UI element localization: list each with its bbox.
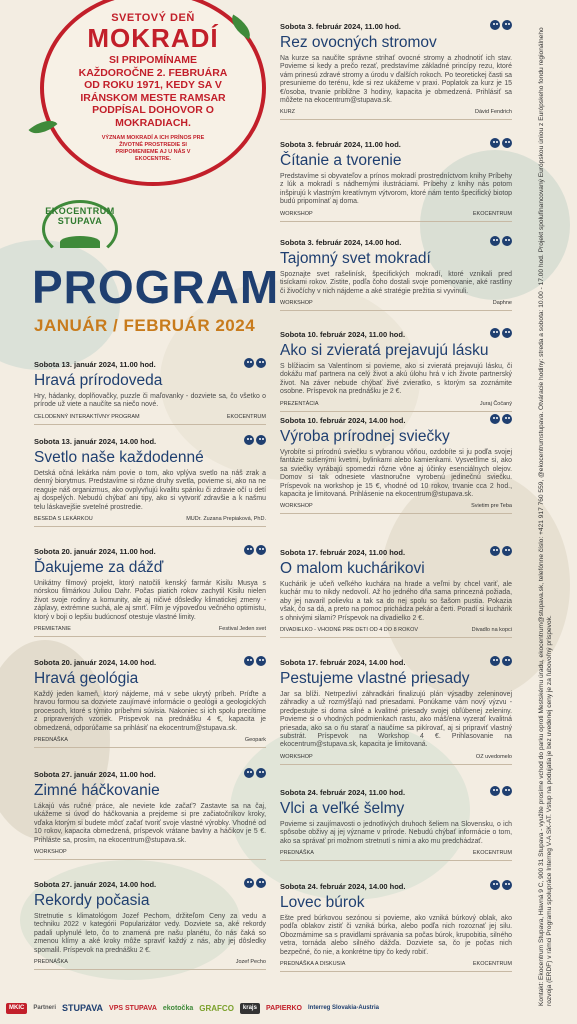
- smiley-icon: [502, 546, 512, 556]
- event-type: WORKSHOP: [280, 753, 313, 760]
- smiley-icon: [490, 656, 500, 666]
- event-card: [280, 882, 512, 972]
- smiley-icon: [256, 545, 266, 555]
- partner-label: Partneri: [33, 1004, 57, 1011]
- partner-logo: GRAFCO: [199, 1003, 234, 1013]
- ekocentrum-logo: [30, 200, 130, 260]
- divider: [280, 119, 512, 120]
- event-title: Čítanie a tvorenie: [280, 152, 402, 169]
- smiley-icon: [502, 880, 512, 890]
- event-type: WORKSHOP: [280, 300, 313, 307]
- audience-icons: [490, 546, 512, 556]
- program-subtitle: JANUÁR / FEBRUÁR 2024: [34, 316, 256, 335]
- event-date: Sobota 10. február 2024, 11.00 hod.: [280, 330, 406, 339]
- event-footer: [34, 959, 266, 966]
- event-organizer: EKOCENTRUM: [472, 850, 512, 857]
- divider: [280, 764, 512, 765]
- partner-logo: MKIC: [6, 1003, 27, 1014]
- event-footer: [34, 626, 266, 633]
- event-description: Detská očná lekárka nám povie o tom, ako vplýva svetlo na náš zrak a denný biorytmus. Predstavíme si rôzne druhy svetla, povieme si, ako na ne reaguje náš organizmus, ako ovplyvňujú kvalitu spánku či zdravie očí u detí aj dospelých. Nebudú chýbať ani tipy, ako si vytvoriť zdravšie a k našmu telu láskavejšie svetelné prostredie.: [34, 470, 266, 511]
- event-footer: [280, 627, 512, 634]
- audience-icons: [244, 656, 266, 666]
- event-card: [280, 330, 512, 412]
- event-description: Na kurze sa naučíte správne strihať ovocné stromy a zhodnotiť ich stav. Povieme si kedy a prečo rezať, predstavíme základné princípy rezu, ktoré vám prinesú zdravé stromy a úrodu v ďalších rokoch. Po teoretickej časti sa presunieme do terénu, kde si rez ukážeme v praxi. Poplatok za kurz je 15 €/osoba, trvanie približne 3 hodiny, kapacita je obmedzená. Prihlásiť sa môžete na ekocentrum@stupava.sk.: [280, 55, 512, 105]
- smiley-icon: [490, 414, 500, 424]
- event-card: [34, 658, 266, 748]
- smiley-icon: [244, 545, 254, 555]
- event-description: Každý jeden kameň, ktorý nájdeme, má v sebe ukrytý príbeh. Príďte a hravou formou sa dozviete zaujímavé informácie o geológii a geologických procesoch, ktoré s týmito príbehmi súvisia. Nakoniec si ich spolu precítime z pripravených vzoriek. Prispevok na prednášku 4 €, kapacita je obmedzená, odporúčame sa prihlásiť na ekocentrum@stupava.sk.: [34, 691, 266, 732]
- event-date: Sobota 20. január 2024, 14.00 hod.: [34, 658, 157, 667]
- divider: [280, 310, 512, 311]
- event-description: Povieme si zaujímavosti o jednotlivých druhoch šeliem na Slovensku, o ich spôsobe obživy aj jej význame v prírode. Nebudú chýbať informácie o tom, ako sa správať pri možnom stretnutí s nimi a ako mu predchádzať.: [280, 821, 512, 845]
- divider: [280, 637, 512, 638]
- event-description: Hry, hádanky, doplňovačky, puzzle či maľovanky - dozviete sa, čo všetko o prírode už viete a naučíte sa niečo nové.: [34, 393, 266, 409]
- event-organizer: Svietim pre Teba: [471, 503, 512, 510]
- event-title: Ďakujeme za dážď: [34, 559, 164, 576]
- logo-text: EKOCENTRUM STUPAVA: [45, 206, 115, 226]
- smiley-icon: [502, 786, 512, 796]
- event-type: WORKSHOP: [280, 210, 313, 217]
- event-type: BESEDA S LEKÁRKOU: [34, 516, 93, 523]
- divider: [280, 860, 512, 861]
- smiley-icon: [256, 878, 266, 888]
- event-type: PREDNÁŠKA A DISKUSIA: [280, 961, 346, 968]
- smiley-icon: [244, 358, 254, 368]
- smiley-icon: [502, 138, 512, 148]
- event-organizer: Divadlo na kopci: [471, 627, 512, 634]
- event-date: Sobota 27. január 2024, 14.00 hod.: [34, 880, 157, 889]
- contact-text: Kontakt: Ekocentrum Stupava, Hlavná 9 C, 900 31 Stupava - využite prosíme vchod do parku oproti Mestskému úradu, ekocentrum@stupava.sk, telefónne číslo: +421 917 760 559, @ekocentrumstupava. Otváracie hodiny: streda a sobota: 10.00 - 17.00 hod. Projekt spolufinancovaný Európskou úniou z Európskeho fondu regionálneho rozvoja (ERDF) v rámci Programu spolupráce Interreg V-A SK-AT. Vstup na podujatia je bez uvedenej ceny je za ľubovoľný príspevok.: [538, 27, 554, 1006]
- smiley-icon: [256, 358, 266, 368]
- event-date: Sobota 3. február 2024, 11.00 hod.: [280, 140, 401, 149]
- event-type: PREMIETANIE: [34, 626, 71, 633]
- event-description: Predstavíme si obyvateľov a prínos mokradí prostredníctvom knihy Príbehy z lúk a mokradí s nádhernými ilustráciami. Príbehy z knihy nás potom inšpirujú k vlastným kreatívnym výtvorom, ktoré nám tento špecifický biotop budú pripomínať aj doma.: [280, 173, 512, 206]
- event-card: [280, 788, 512, 861]
- event-card: [280, 22, 512, 120]
- smiley-icon: [490, 786, 500, 796]
- audience-icons: [244, 435, 266, 445]
- smiley-icon: [244, 768, 254, 778]
- event-date: Sobota 3. február 2024, 11.00 hod.: [280, 22, 401, 31]
- audience-icons: [490, 880, 512, 890]
- event-type: CELODENNÝ INTERAKTÍVNY PROGRAM: [34, 413, 140, 420]
- event-footer: [280, 401, 512, 408]
- event-type: KURZ: [280, 109, 295, 116]
- audience-icons: [490, 656, 512, 666]
- audience-icons: [244, 358, 266, 368]
- event-footer: [280, 850, 512, 857]
- event-title: Hravá prírodoveda: [34, 372, 163, 389]
- event-title: Svetlo naše každodenné: [34, 449, 204, 466]
- audience-icons: [490, 786, 512, 796]
- audience-icons: [244, 878, 266, 888]
- event-card: [34, 360, 266, 425]
- divider: [280, 513, 512, 514]
- event-description: Jar sa blíži. Netrpezliví záhradkári finalizujú plán výsadby zeleninovej záhradky a už rozmýšľajú nad priesadami. Ponúkame vám nový výzvu - predpestujte si doma silné a kvalitné priesady svojej obľúbenej zeleniny. Povieme si o vhodných podmienkach rastu, ako máš/ena vyzerať kvalitná priesada, ako sa o ňu starať a naučíme sa pikírovať, aj si pripraviť vlastný substrát. Príspevok na Workshop 4 €. Prihlasovanie na ekocentrum@stupava.sk, kapacita je limitovaná.: [280, 691, 512, 749]
- event-description: Ešte pred búrkovou sezónou si povieme, ako vzniká búrkový oblak, ako podľa oblakov zistiť či vzniká búrka, alebo podľa nich rozoznať jej silu. Obozmámime sa s pravidlami správania sa počas búrok, krupobitia, silného vetra, tornáda alebo silného dážďa. Dozviete sa, čo je počas nich bezpečné, čo nie, a konkrétne tipy čo kedy robiť.: [280, 915, 512, 956]
- smiley-icon: [502, 414, 512, 424]
- divider: [280, 971, 512, 972]
- partner-logo: krajs: [240, 1003, 260, 1014]
- event-description: Stretnutie s klimatológom Jozef Pechom, držiteľom Ceny za vedu a techniku 2022 v kategórii Popularizátor vedy. Dozviete sa, aké rekordy padali uplynulé leto, čo to znamená pre našu planétu, čo nás čaká so zmenou klímy a aké kroky môže spraviť každý z nás, aby jej dôsledky spomalil. Príspevok na prednášku 2 €.: [34, 913, 266, 954]
- event-description: S blížiacim sa Valentínom si povieme, ako si zvieratá prejavujú lásku, či dokážu mať partnera na celý život a akú úlohu hrá v ich živote partnerský život. Na záver nebude chýbať živé zvieratko, s ktorým sa zoznámite osobne. Príspevok na prednášku je 2 €.: [280, 363, 512, 396]
- smiley-icon: [502, 236, 512, 246]
- partner-logo: Interreg Slovakia-Austria: [307, 1004, 380, 1011]
- event-type: WORKSHOP: [280, 503, 313, 510]
- event-card: [280, 416, 512, 514]
- badge-heading: SVETOVÝ DEŇ: [111, 12, 195, 24]
- event-title: Výroba prírodnej sviečky: [280, 428, 450, 445]
- divider: [34, 636, 266, 637]
- event-title: Zimné háčkovanie: [34, 782, 160, 799]
- event-date: Sobota 20. január 2024, 11.00 hod.: [34, 547, 156, 556]
- event-organizer: Festival Jeden svet: [218, 626, 266, 633]
- event-date: Sobota 17. február 2024, 14.00 hod.: [280, 658, 406, 667]
- partner-logos: [0, 992, 577, 1024]
- smiley-icon: [490, 20, 500, 30]
- wetlands-day-badge: [40, 0, 266, 186]
- event-footer: [34, 737, 266, 744]
- audience-icons: [490, 414, 512, 424]
- event-card: [280, 238, 512, 311]
- event-type: DIVADIELKO - VHODNÉ PRE DETI OD 4 DO 8 ROKOV: [280, 627, 419, 634]
- audience-icons: [490, 328, 512, 338]
- badge-note: VÝZNAM MOKRADÍ A ICH PRÍNOS PRE ŽIVOTNÉ PROSTREDIE SI PRIPOMENIEME AJ U NÁS V EKOCENTRE.: [101, 135, 205, 162]
- event-title: Ako si zvieratá prejavujú lásku: [280, 342, 489, 359]
- divider: [34, 424, 266, 425]
- event-footer: [280, 503, 512, 510]
- event-title: Vlci a veľké šelmy: [280, 800, 405, 817]
- audience-icons: [490, 236, 512, 246]
- event-footer: [280, 211, 512, 218]
- smiley-icon: [490, 138, 500, 148]
- event-date: Sobota 13. január 2024, 11.00 hod.: [34, 360, 156, 369]
- event-type: PREZENTÁCIA: [280, 400, 319, 407]
- partner-logo: VPS STUPAVA: [109, 1004, 157, 1012]
- logo-hill: [60, 236, 100, 248]
- smiley-icon: [490, 546, 500, 556]
- event-organizer: EKOCENTRUM: [472, 961, 512, 968]
- audience-icons: [244, 768, 266, 778]
- divider: [280, 221, 512, 222]
- event-description: Lákajú vás ručné práce, ale neviete kde začať? Zastavte sa na čaj, ukážeme si úvod do háčkovania a prejdeme si pre začiatočníkov kroky, vďaka ktorým si budete môcť začať tvoriť svoje vlastné výrobky. Vhodné od 10 rokov, kapacita obmedzená, príspevok vrátane bavlny a háčikov je 5 €. Prihláste sa, prosím, na ekocentrum@stupava.sk.: [34, 803, 266, 844]
- event-organizer: Jozef Pecho: [235, 959, 266, 966]
- event-organizer: Daphne: [492, 300, 512, 307]
- event-card: [34, 770, 266, 860]
- partner-logo: PAPIERKO: [265, 1004, 302, 1012]
- smiley-icon: [244, 435, 254, 445]
- partner-logo: STUPAVA: [62, 1002, 104, 1013]
- smiley-icon: [256, 656, 266, 666]
- divider: [280, 411, 512, 412]
- event-date: Sobota 24. február 2024, 11.00 hod.: [280, 788, 406, 797]
- event-type: PREDNÁŠKA: [280, 850, 314, 857]
- smiley-icon: [490, 236, 500, 246]
- smiley-icon: [256, 768, 266, 778]
- event-footer: [34, 516, 266, 523]
- smiley-icon: [256, 435, 266, 445]
- event-type: WORKSHOP: [34, 849, 67, 856]
- smiley-icon: [490, 328, 500, 338]
- event-card: [34, 880, 266, 970]
- event-card: [34, 437, 266, 527]
- event-footer: [34, 414, 266, 421]
- smiley-icon: [502, 328, 512, 338]
- event-date: Sobota 13. január 2024, 14.00 hod.: [34, 437, 157, 446]
- event-organizer: EKOCENTRUM: [226, 413, 266, 420]
- event-organizer: Geopark: [244, 737, 266, 744]
- program-title: PROGRAM: [32, 261, 280, 313]
- event-title: O malom kuchárikovi: [280, 560, 425, 577]
- event-footer: [280, 300, 512, 307]
- event-title: Pestujeme vlastné priesady: [280, 670, 470, 687]
- event-organizer: Dávid Fendrich: [475, 109, 512, 116]
- event-organizer: EKOCENTRUM: [472, 210, 512, 217]
- event-card: [280, 548, 512, 638]
- event-date: Sobota 24. február 2024, 14.00 hod.: [280, 882, 406, 891]
- event-title: Rekordy počasia: [34, 892, 150, 909]
- event-type: PREDNÁŠKA: [34, 959, 68, 966]
- smiley-icon: [502, 656, 512, 666]
- badge-title: MOKRADÍ: [87, 23, 219, 53]
- event-footer: [280, 109, 512, 116]
- event-footer: [34, 849, 266, 856]
- event-description: Vyrobíte si prírodnú sviečku s vybranou vôňou, ozdobíte si ju podľa svojej fantázie sušenými kvetmi, bylinkami alebo kamienkami. Vysvetlíme si, ako sa sviečky vyrábajú spomedzi rôzne vône aj účinky esenciálnych olejov. Domov si tak odnesiete vlastnoručne vyrobenú jedinečnú sviečku. Príspevok na workshop je 15 €, vhodné od 10 rokov, trvanie cca 2 hod., kapacita je limitovaná. Prihlásenie na ekocentrum@stupava.sk.: [280, 449, 512, 499]
- event-title: Hravá geológia: [34, 670, 139, 687]
- event-card: [280, 140, 512, 222]
- partner-logo: ekotočka: [162, 1004, 194, 1012]
- event-date: Sobota 27. január 2024, 11.00 hod.: [34, 770, 156, 779]
- event-description: Spoznajte svet rašelinísk, špecifických mokradí, ktoré vznikali pred tisíckami rokov. Zistite, podľa čoho dostali svoje pomenovanie, aké rastliny či živočíchy v nich nájdeme a aké stratégie prežitia si vyvinuli.: [280, 271, 512, 295]
- divider: [34, 859, 266, 860]
- event-organizer: Juraj Čočaný: [479, 400, 512, 407]
- event-organizer: MUDr. Zuzana Prepiaková, PhD.: [186, 516, 266, 523]
- event-date: Sobota 17. február 2024, 11.00 hod.: [280, 548, 406, 557]
- event-date: Sobota 10. február 2024, 14.00 hod.: [280, 416, 406, 425]
- badge-text: SI PRIPOMÍNAME KAŽDOROČNE 2. FEBRUÁRA OD ROKU 1971, KEDY SA V IRÁNSKOM MESTE RAMSAR PODPÍSAL DOHOVOR O MOKRADIACH.: [78, 54, 228, 129]
- smiley-icon: [502, 20, 512, 30]
- divider: [34, 526, 266, 527]
- event-description: Kuchárik je učeň veľkého kuchára na hrade a veľmi by chcel variť, ale kuchár mu to nikdy nedovolí. Až ho jedného dňa sama princezná požiada, aby jej navaril polievku a tak sa do nej spolu so šašom pustia. Pokazia však, čo sa dá, a preto na pomoc prichádza pekár a čerti. Poradí si kuchárik s ohnivými silami? Príspevok na divadielko 2 €.: [280, 581, 512, 622]
- smiley-icon: [244, 656, 254, 666]
- event-title: Rez ovocných stromov: [280, 34, 437, 51]
- event-footer: [280, 961, 512, 968]
- event-card: [280, 658, 512, 765]
- event-card: [34, 547, 266, 637]
- event-organizer: OZ uvedomelo: [475, 753, 512, 760]
- smiley-icon: [244, 878, 254, 888]
- event-title: Tajomný svet mokradí: [280, 250, 431, 267]
- audience-icons: [244, 545, 266, 555]
- divider: [34, 747, 266, 748]
- event-type: PREDNÁŠKA: [34, 737, 68, 744]
- divider: [34, 969, 266, 970]
- audience-icons: [490, 20, 512, 30]
- smiley-icon: [490, 880, 500, 890]
- event-footer: [280, 754, 512, 761]
- event-date: Sobota 3. február 2024, 14.00 hod.: [280, 238, 402, 247]
- event-title: Lovec búrok: [280, 894, 365, 911]
- event-description: Unikátny filmový projekt, ktorý natočili kenský farmár Kisilu Musya s nórskou filmárkou Juliou Dahr. Počas piatich rokov zachytil Kisilu nielen život svoje rodiny a komunity, ale aj ničivé dôsledky klimatickej zmeny - záplavy, extrémne suchá, ale aj smrť. Film je výpoveďou večného optimistu, ktorý v boji o lepšiu budúcnosť otestuje vlastné limity.: [34, 580, 266, 621]
- audience-icons: [490, 138, 512, 148]
